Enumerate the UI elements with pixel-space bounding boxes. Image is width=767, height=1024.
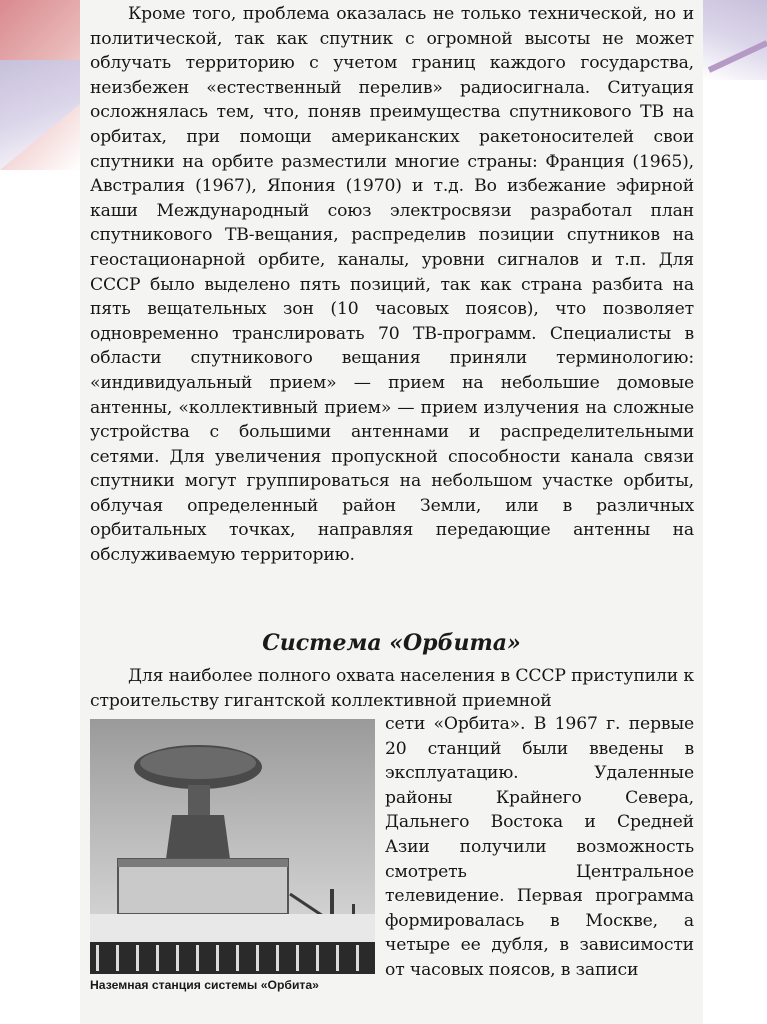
orbita-intro-text: Для наиболее полного охвата населения в СССР приступили к строительству гигантской коллективной приемной: [90, 666, 694, 711]
figure-caption: Наземная станция системы «Орбита»: [90, 978, 319, 992]
ground-station-photo: [90, 719, 375, 974]
satellite-dish-illustration: [90, 719, 375, 974]
main-paragraph: Кроме того, проблема оказалась не только технической, но и политической, так как спутник с огромной высоты не может облучать территорию с учетом границ каждого государства, неизбежен «естественный перелив» радиосигнала. Ситуация осложнялась тем, что, поняв преимущества спутникового ТВ на орбитах, при помощи американских ракетоносителей свои спутники на орбите разместили многие страны: Франция (1965), Австралия (1967), Япония (1970) и т.д. Во избежание эфирной каши Международный союз электросвязи разработал план спутникового ТВ-вещания, распределив позиции спутников на геостационарной орбите, каналы, уровни сигналов и т.п. Для СССР было выделено пять позиций, так как страна разбита на пять вещательных зон (10 часовых поясов), что позволяет одновременно транслировать 70 ТВ-программ. Специалисты в области спутникового вещания приняли терминологию: «индивидуальный прием» — прием на небольшие домовые антенны, «коллективный прием» — прием излучения на сложные устройства с большими антеннами и распределительными сетями. Для увеличения пропускной способности канала связи спутники могут группироваться на небольшом участке орбиты, облучая определенный район Земли, или в различных орбитальных точках, направляя передающие антенны на обслуживаемую территорию.: [90, 4, 694, 566]
section-title: Система «Орбита»: [262, 630, 521, 656]
scanned-book-page: [80, 0, 703, 1024]
orbita-side-text: сети «Орбита». В 1967 г. первые 20 станций были введены в эксплуатацию. Удаленные районы Крайнего Севера, Дальнего Востока и Средней Азии получили возможность смотреть Центральное телевидение. Первая программа формировалась в Москве, а четыре ее дубля, в зависимости от часовых поясов, в записи: [385, 714, 694, 980]
